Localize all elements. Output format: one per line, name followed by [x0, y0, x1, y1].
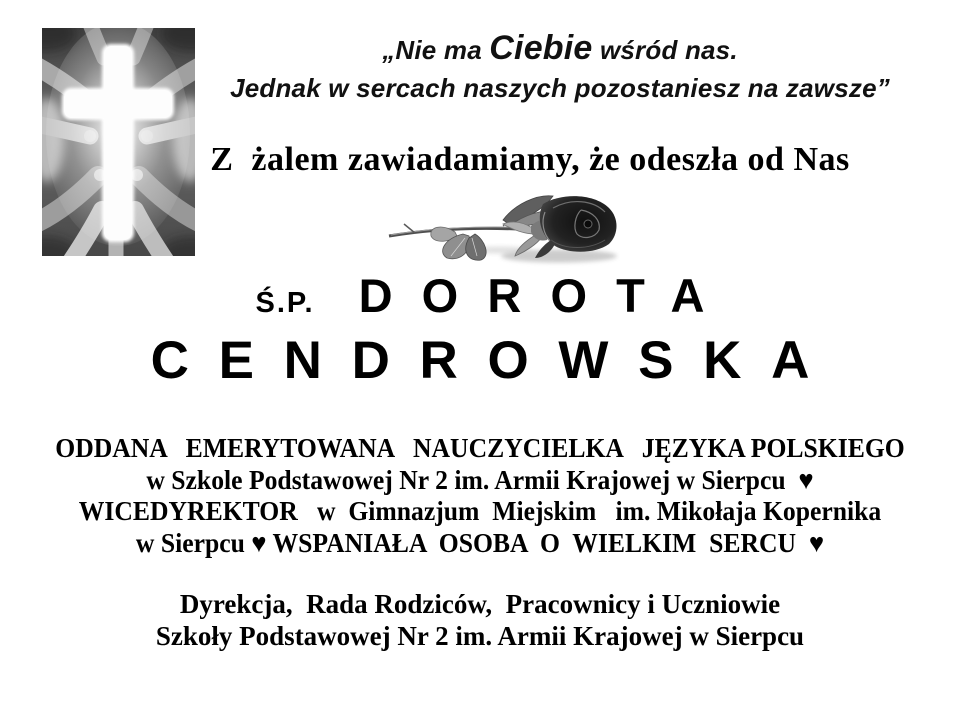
black-rose-icon: [385, 186, 620, 268]
tribute-paragraph: [24, 433, 936, 559]
tribute-line-2: w Szkole Podstawowej Nr 2 im. Armii Krajowej w Sierpcu ♥: [146, 464, 814, 495]
deceased-last-name: CENDROWSKA: [150, 331, 840, 390]
deceased-first-name: DOROTA: [358, 269, 734, 322]
quote-line-1: [205, 28, 915, 70]
quote-line-2: Jednak w sercach naszych pozostaniesz na zawsze”: [230, 73, 890, 103]
signature-block: [0, 588, 960, 652]
deceased-name-line: [0, 268, 960, 323]
announcement-line: Z żalem zawiadamiamy, że odeszła od Nas: [210, 141, 850, 178]
rose-image: [385, 186, 620, 268]
honorific-sp: Ś.P.: [255, 287, 315, 319]
tribute-line-3: WICEDYREKTOR w Gimnazjum Miejskim im. Mikołaja Kopernika: [78, 496, 882, 526]
tribute-line-4: w Sierpcu ♥ WSPANIAŁA OSOBA O WIELKIM SERCU ♥: [135, 527, 825, 558]
deceased-surname-line: [0, 330, 960, 391]
signature-line-1: Dyrekcja, Rada Rodziców, Pracownicy i Uczniowie: [179, 589, 781, 619]
signature-line-2: Szkoły Podstawowej Nr 2 im. Armii Krajowej w Sierpcu: [155, 621, 805, 651]
quote-line1-prefix: „Nie ma: [382, 35, 490, 65]
memorial-quote: [205, 28, 915, 106]
quote-line1-suffix: wśród nas.: [592, 35, 738, 65]
quote-line1-emphasis: Ciebie: [489, 29, 593, 67]
tribute-line-1: ODDANA EMERYTOWANA NAUCZYCIELKA JĘZYKA POLSKIEGO: [55, 433, 905, 463]
